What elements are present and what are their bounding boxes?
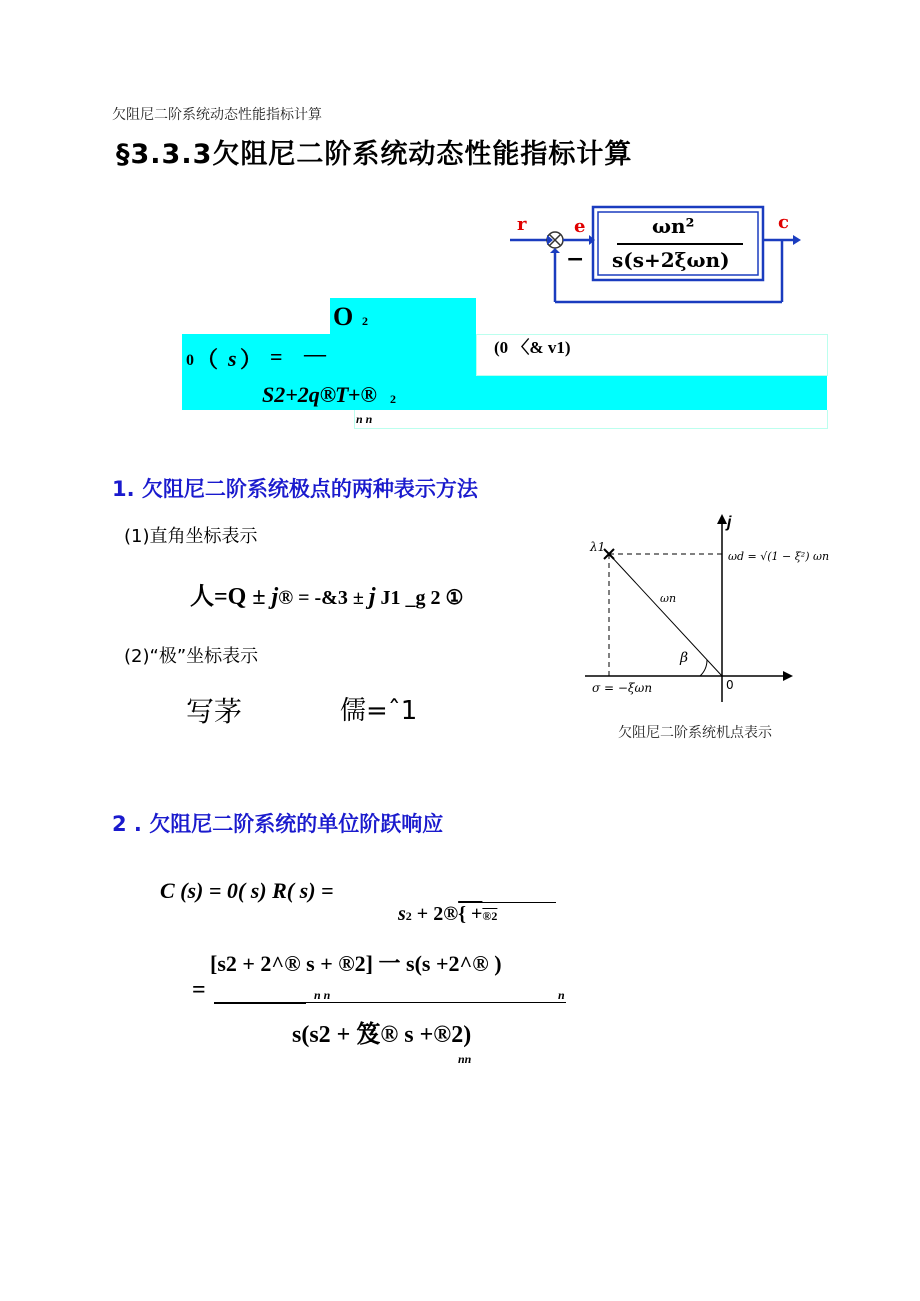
formula1-part-b: ® = -&3 ±: [278, 587, 369, 609]
section1-formula2-a: 写茅: [186, 695, 243, 728]
pole-lambda: λ1: [590, 540, 606, 554]
line1-den-s: s: [398, 903, 406, 925]
formula-equals: =: [270, 344, 283, 369]
formula-denominator: S2+2q®: [262, 382, 337, 407]
diagram-numerator: ωn²: [652, 214, 695, 238]
section1-item1: (1)直角坐标表示: [124, 526, 258, 547]
pole-plot: [585, 510, 825, 710]
formula-denominator-rest: +®: [348, 382, 377, 407]
line1-den-b: + 2®: [411, 903, 459, 925]
section1-item2: (2)“极”坐标表示: [124, 646, 259, 667]
section2-line1: C (s) = 0( s) R( s) =: [160, 878, 334, 903]
section1-formula1: [190, 576, 463, 611]
page-header: 欠阻尼二阶系统动态性能指标计算: [112, 107, 322, 123]
formula-s: s: [228, 346, 237, 371]
line2-fraction-bar-left: [214, 1002, 306, 1004]
formula-numerator: O: [333, 302, 354, 331]
section2-heading: 2 . 欠阻尼二阶系统的单位阶跃响应: [112, 812, 444, 836]
section2-line1-denominator: [398, 903, 497, 926]
diagram-denominator: s(s+2ξωn): [612, 248, 730, 272]
section2-line2-equals: =: [192, 977, 206, 1003]
formula-denominator-t: T: [335, 382, 349, 407]
line3-sub: nn: [458, 1052, 472, 1066]
formula1-part-c: J1 _g 2 ①: [375, 587, 464, 609]
line1-den-sub: 2: [405, 909, 412, 923]
formula-paren-close: ）: [240, 347, 263, 372]
pole-wn-label: ωn: [660, 592, 677, 605]
section2-line3: s(s2 + 笈® s +®2): [292, 1022, 472, 1048]
formula-paren-open: （: [196, 347, 219, 372]
pole-axis-j: j: [727, 514, 732, 531]
formula1-j2: j: [368, 584, 376, 610]
formula-zero: 0: [186, 352, 194, 369]
formula-condition: (0 〈& v1): [494, 338, 571, 357]
section1-heading: 1. 欠阻尼二阶系统极点的两种表示方法: [112, 477, 478, 501]
highlight-mid: [182, 334, 476, 376]
highlight-bottom-box: [354, 410, 828, 429]
pole-sigma-label: σ = −ξωn: [592, 681, 653, 695]
section1-formula2-b: 儒=ˆ1: [340, 696, 418, 726]
pole-caption: 欠阻尼二阶系统机点表示: [618, 725, 772, 741]
pole-origin: 0: [726, 678, 734, 692]
diagram-input-r: r: [517, 214, 527, 235]
line1-den-c: { +: [458, 903, 483, 925]
formula-fraction-bar: —: [304, 341, 326, 366]
diagram-output-c: c: [778, 212, 789, 233]
line1-den-d: ®2: [482, 909, 498, 923]
line2-sub-a: n n: [314, 988, 331, 1002]
formula1-part-a: 人=Q ±: [190, 584, 272, 610]
line2-sub-b: n: [558, 988, 565, 1002]
formula1-j: j: [271, 584, 279, 610]
line2-fraction-bar-right: [306, 1002, 566, 1003]
pole-wd-label: ωd = √(1 − ξ²) ωn: [728, 550, 830, 563]
line1-overline: [478, 902, 556, 903]
formula-numerator-sub: 2: [362, 314, 368, 328]
page-title: §3.3.3欠阻尼二阶系统动态性能指标计算: [116, 139, 633, 170]
diagram-minus-sign: −: [566, 246, 585, 272]
formula-subscripts: n n: [356, 412, 373, 426]
pole-beta: β: [680, 650, 689, 666]
diagram-error-e: e: [574, 216, 586, 237]
section2-line2-numerator: [s2 + 2^® s + ®2] 一 s(s +2^® ): [210, 951, 502, 976]
formula-denominator-sub: 2: [390, 392, 396, 406]
